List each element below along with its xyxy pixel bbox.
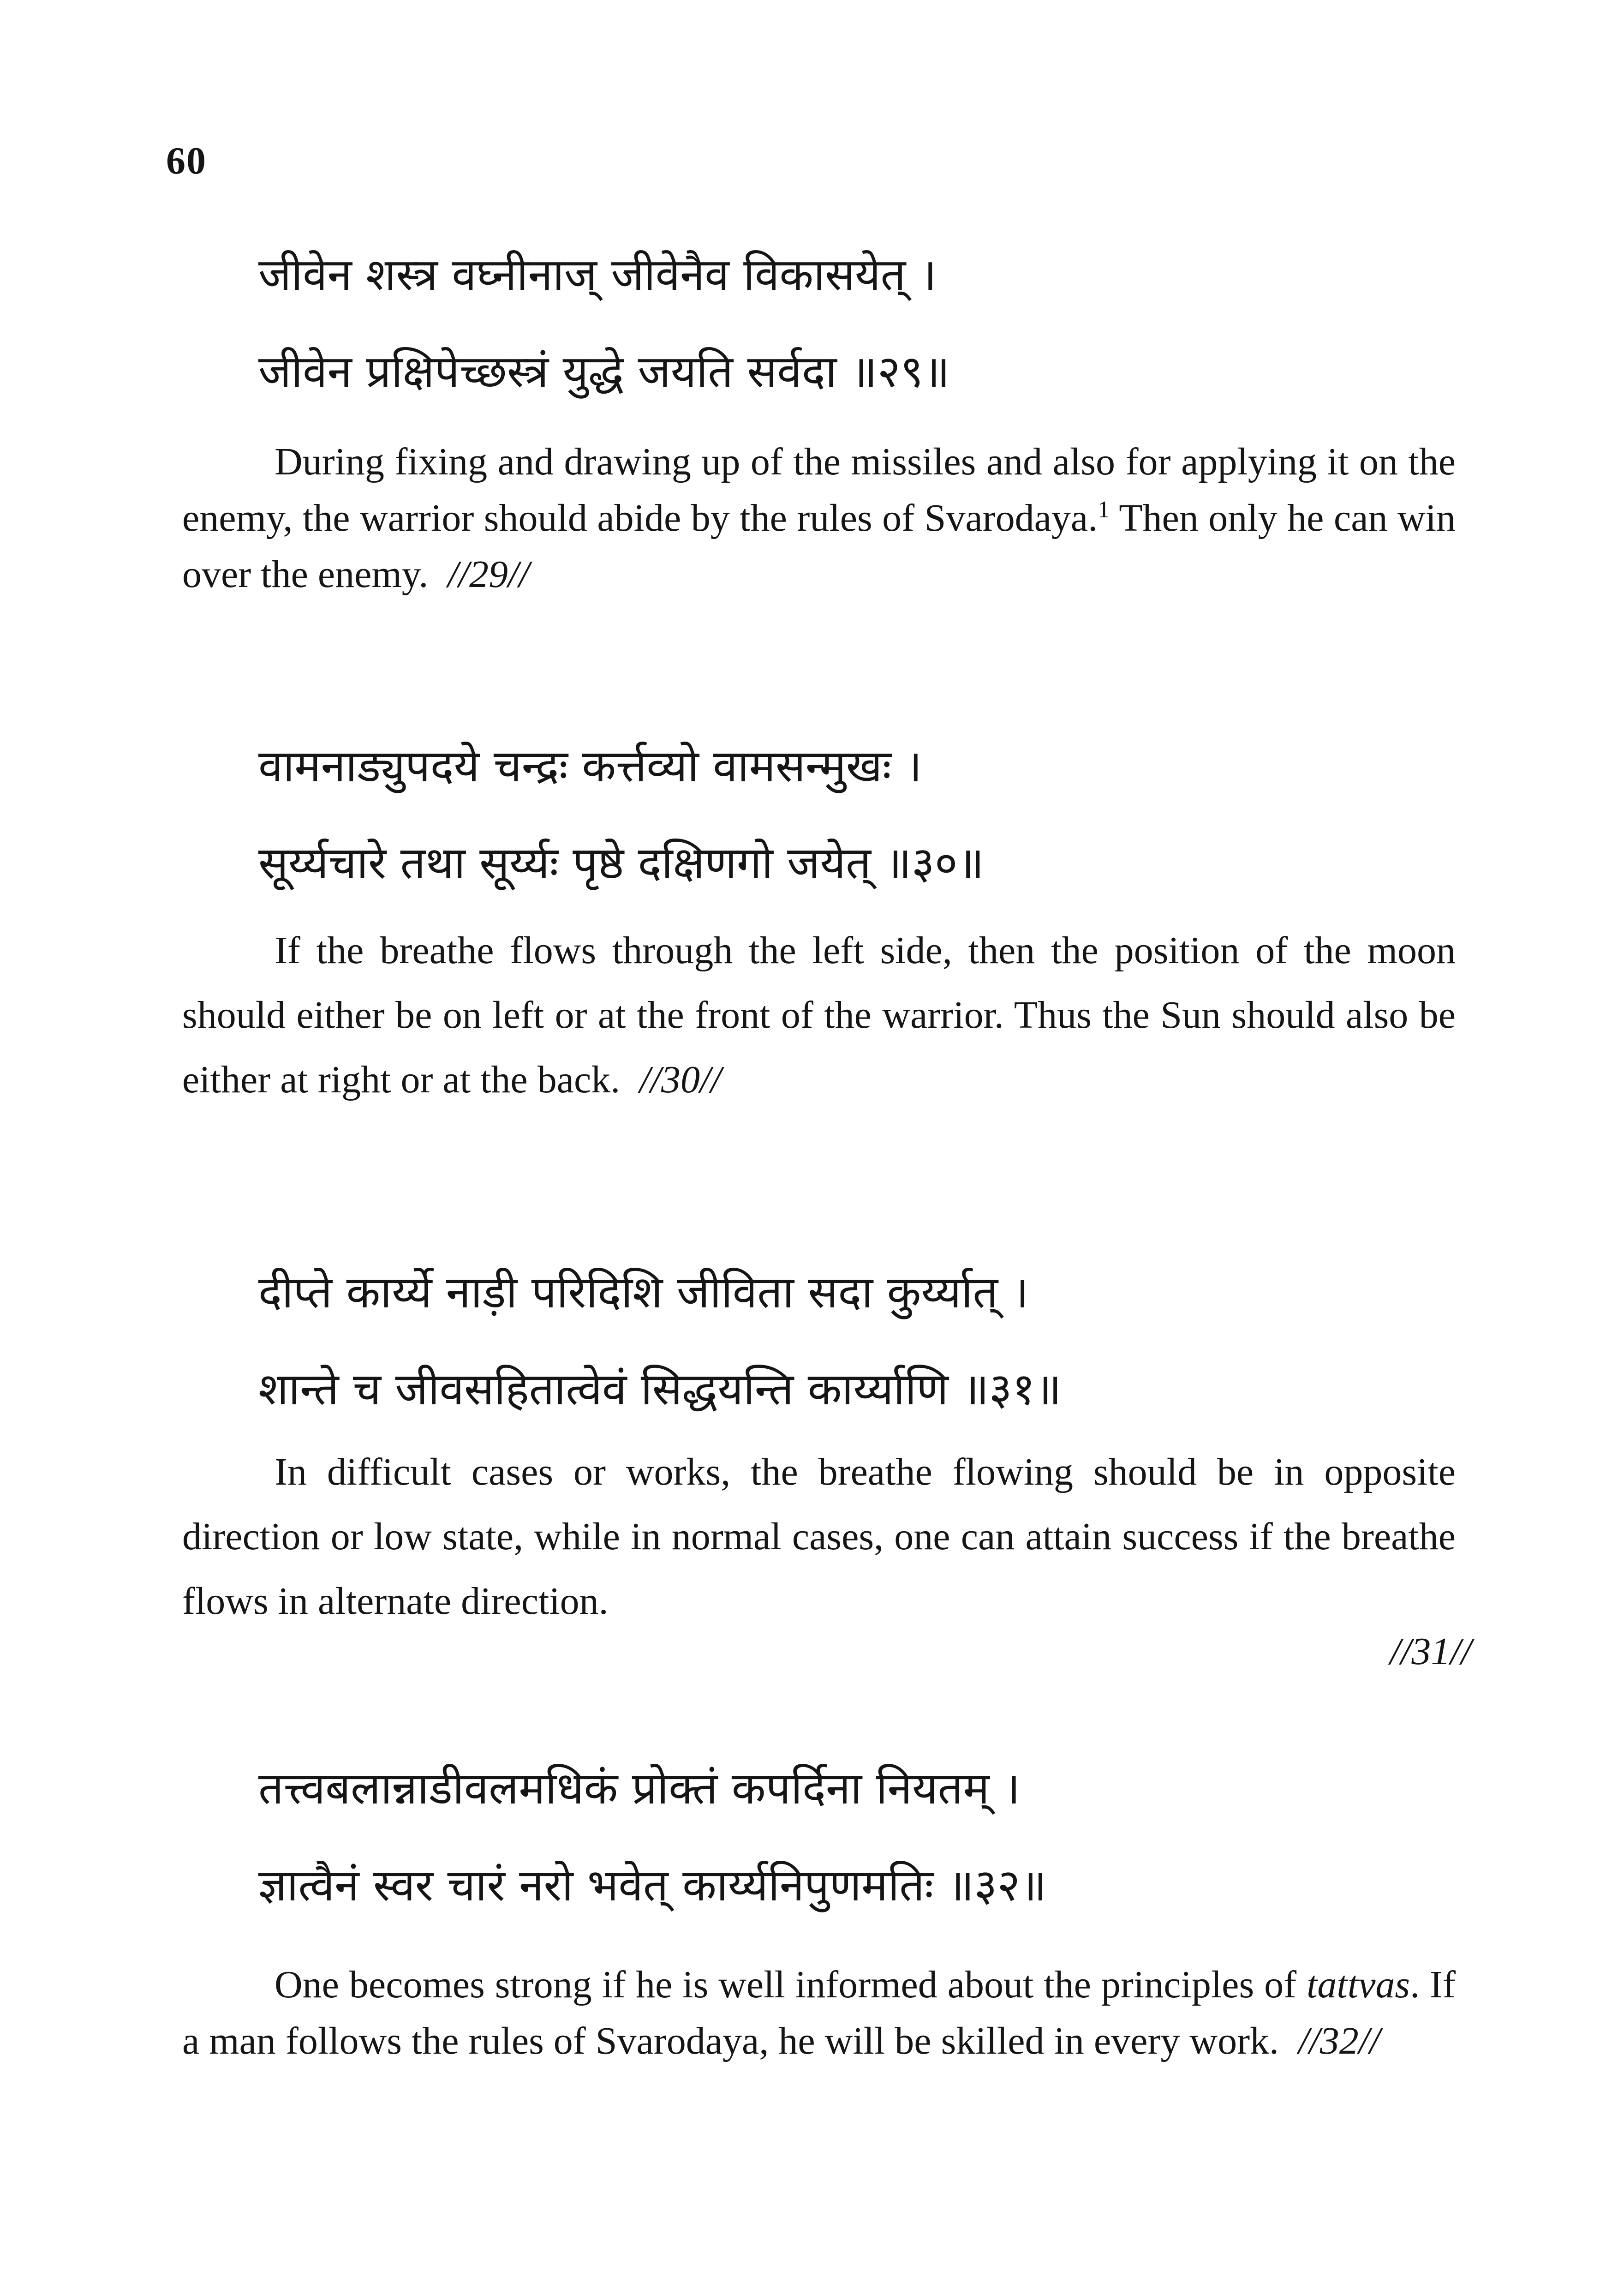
verse-line: तत्त्वबलान्नाडीवलमधिकं प्रोक्तं कपर्दिना नियतम् ।: [258, 1762, 1021, 1814]
translation-30: [182, 918, 1456, 1112]
translation-29: [182, 434, 1456, 603]
verse-line: ज्ञात्वैनं स्वर चारं नरो भवेत् कार्य्यनिपुणमतिः ॥३२॥: [258, 1859, 1047, 1911]
translation-text: If the breathe flows through the left side, then the position of the moon should either be on left or at the front of the warrior. Thus the Sun should also be either at right or at the back.: [182, 929, 1456, 1101]
footnote-marker: 1: [1098, 497, 1110, 523]
verse-line: शान्ते च जीवसहितात्वेवं सिद्धयन्ति कार्य्याणि ॥३१॥: [258, 1363, 1062, 1415]
verse-line: सूर्य्यचारे तथा सूर्य्यः पृष्ठे दक्षिणगो जयेत् ॥३०॥: [258, 837, 985, 889]
sanskrit-verse-31: [258, 1244, 1458, 1438]
translation-32: [182, 1957, 1456, 2069]
verse-line: दीप्ते कार्य्ये नाड़ी परिदिशि जीविता सदा कुर्य्यात् ।: [258, 1266, 1029, 1318]
term-emphasis: tattvas: [1307, 1963, 1410, 2006]
verse-ref: //31//: [1390, 1630, 1472, 1673]
verse-line: जीवेन शस्त्र वघ्नीनाज् जीवेनैव विकासयेत् ।: [258, 249, 937, 300]
sanskrit-verse-29: [258, 226, 1458, 420]
translation-text: During fixing and drawing up of the missiles and also for applying it on the enemy, the warrior should abide by the rules of Svarodaya.: [182, 440, 1456, 539]
verse-ref: //29//: [448, 553, 530, 596]
translation-text: In difficult cases or works, the breathe flowing should be in opposite direction or low state, while in normal cases, one can attain success if the breathe flows in alternate direction.: [182, 1450, 1456, 1623]
verse-line: वामनाड्युपदये चन्द्रः कर्त्तव्यो वामसन्मुखः ।: [258, 740, 922, 792]
page-number: 60: [166, 139, 207, 182]
verse-line: जीवेन प्रक्षिपेच्छस्त्रं युद्धे जयति सर्वदा ॥२९॥: [258, 346, 950, 397]
sanskrit-verse-32: [258, 1740, 1458, 1934]
verse-ref: //32//: [1298, 2019, 1380, 2062]
translation-text: . If a man follows the rules of Svarodaya, he will be skilled in every work.: [182, 1963, 1456, 2062]
translation-31: [182, 1440, 1456, 1634]
verse-ref: //30//: [639, 1058, 722, 1101]
translation-text: One becomes strong if he is well informed about the principles of: [275, 1963, 1307, 2006]
sanskrit-verse-30: [258, 718, 1458, 911]
translation-text: Then only he can win over the enemy.: [182, 497, 1456, 596]
